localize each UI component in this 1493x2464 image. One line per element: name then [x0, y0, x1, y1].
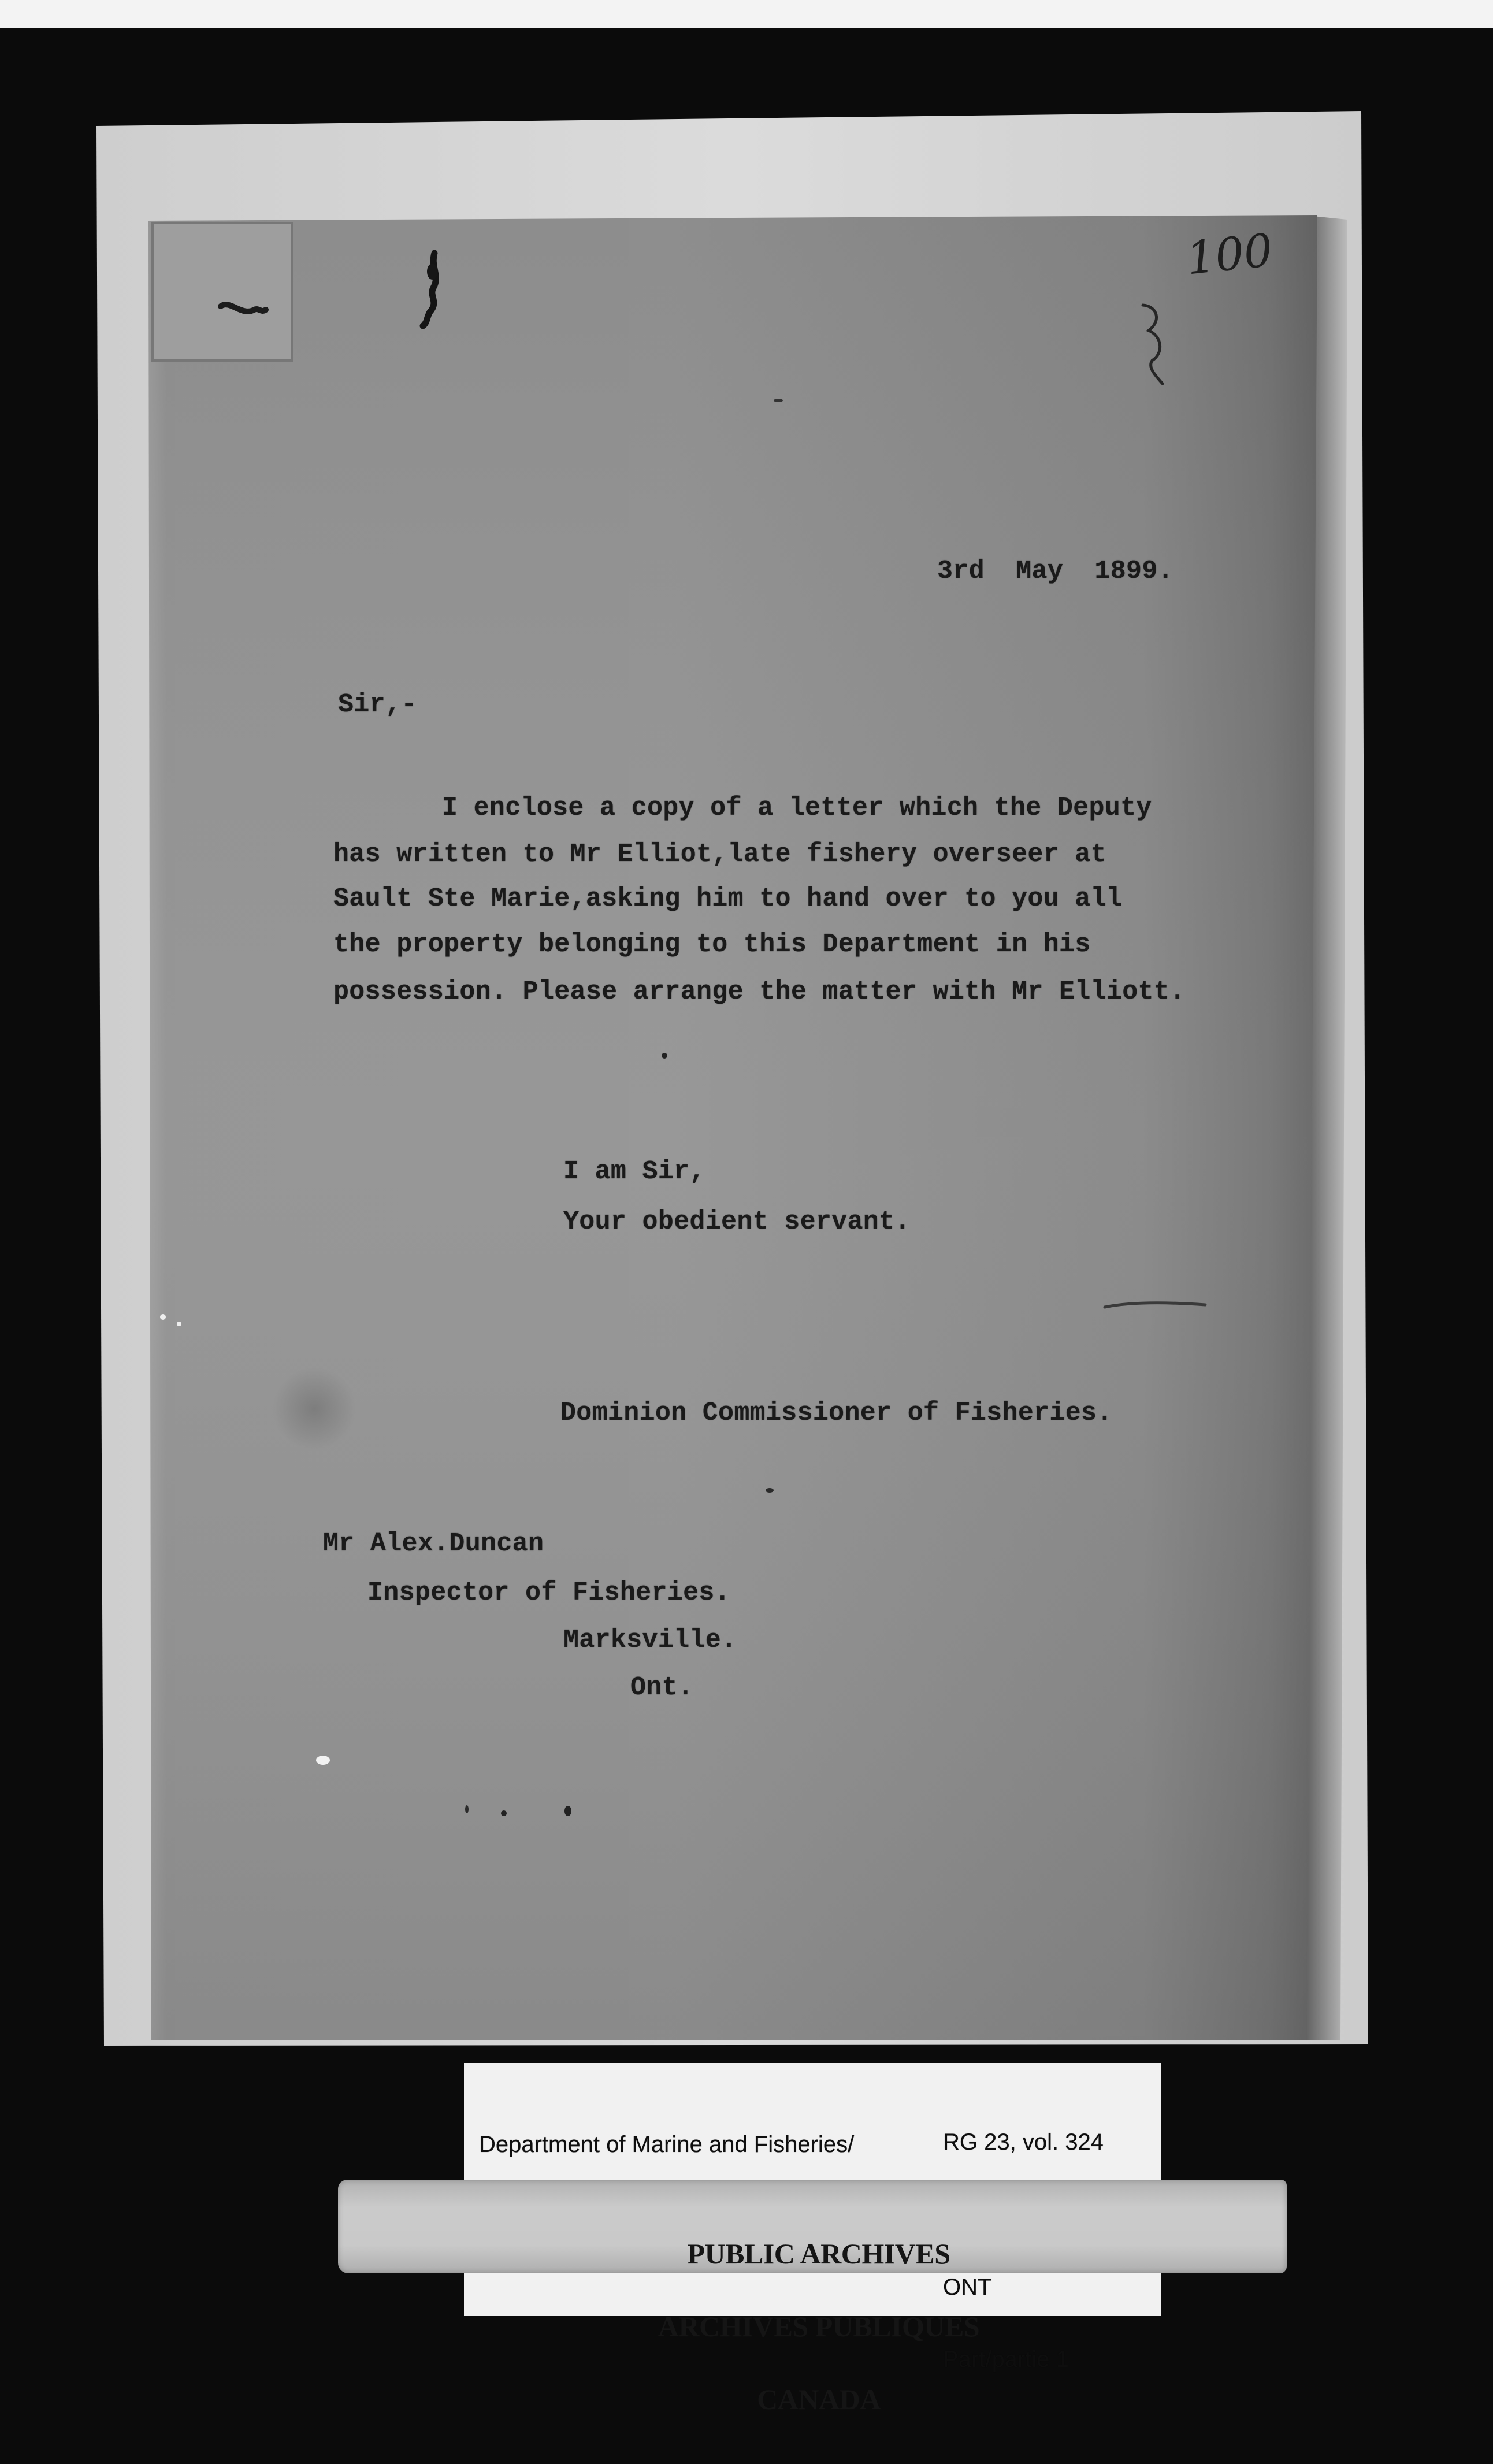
stamp-line-country: CANADA	[757, 2383, 881, 2415]
body-line: Sault Ste Marie,asking him to hand over to you all	[333, 884, 1123, 914]
recipient-name: Mr Alex.Duncan	[323, 1529, 544, 1558]
dark-speck	[564, 1806, 571, 1816]
body-line: I enclose a copy of a letter which the Deputy	[442, 793, 1152, 823]
recipient-province: Ont.	[630, 1673, 694, 1702]
letter-date: 3rd May 1899.	[937, 556, 1173, 586]
record-group-volume: RG 23, vol. 324	[943, 2129, 1104, 2155]
stamp-line-english: PUBLIC ARCHIVES	[687, 2237, 950, 2270]
closing-line: I am Sir,	[563, 1157, 705, 1186]
light-speck	[160, 1314, 166, 1320]
recipient-title: Inspector of Fisheries.	[367, 1578, 731, 1608]
dark-speck	[774, 399, 783, 402]
body-line: possession. Please arrange the matter with Mr Elliott.	[333, 977, 1186, 1007]
signature-title: Dominion Commissioner of Fisheries.	[560, 1398, 1113, 1428]
dark-speck	[501, 1810, 507, 1816]
archives-stamp-text	[588, 2193, 1050, 2460]
corner-tab	[153, 223, 292, 361]
light-speck	[316, 1756, 330, 1765]
folio-number: 100	[1184, 224, 1275, 285]
dark-speck	[766, 1488, 774, 1493]
closing-line: Your obedient servant.	[563, 1207, 911, 1237]
body-line: has written to Mr Elliot,late fishery overseer at	[333, 840, 1106, 869]
salutation: Sir,-	[338, 690, 417, 719]
light-speck	[177, 1322, 181, 1326]
letter-sheet-shading-vertical	[148, 215, 1317, 2040]
paper-stain	[273, 1367, 356, 1450]
dark-speck	[465, 1805, 469, 1813]
body-line: the property belonging to this Department in his	[333, 930, 1091, 959]
department-name-english: Department of Marine and Fisheries/	[479, 2132, 855, 2157]
ink-blot	[427, 264, 437, 280]
file-part-number: Part/partie 1	[943, 2346, 1069, 2372]
recipient-town: Marksville.	[563, 1626, 737, 1655]
stamp-line-french: ARCHIVES PUBLIQUES	[658, 2310, 980, 2343]
file-province-code: ONT	[943, 2274, 992, 2300]
dark-speck	[662, 1053, 667, 1059]
